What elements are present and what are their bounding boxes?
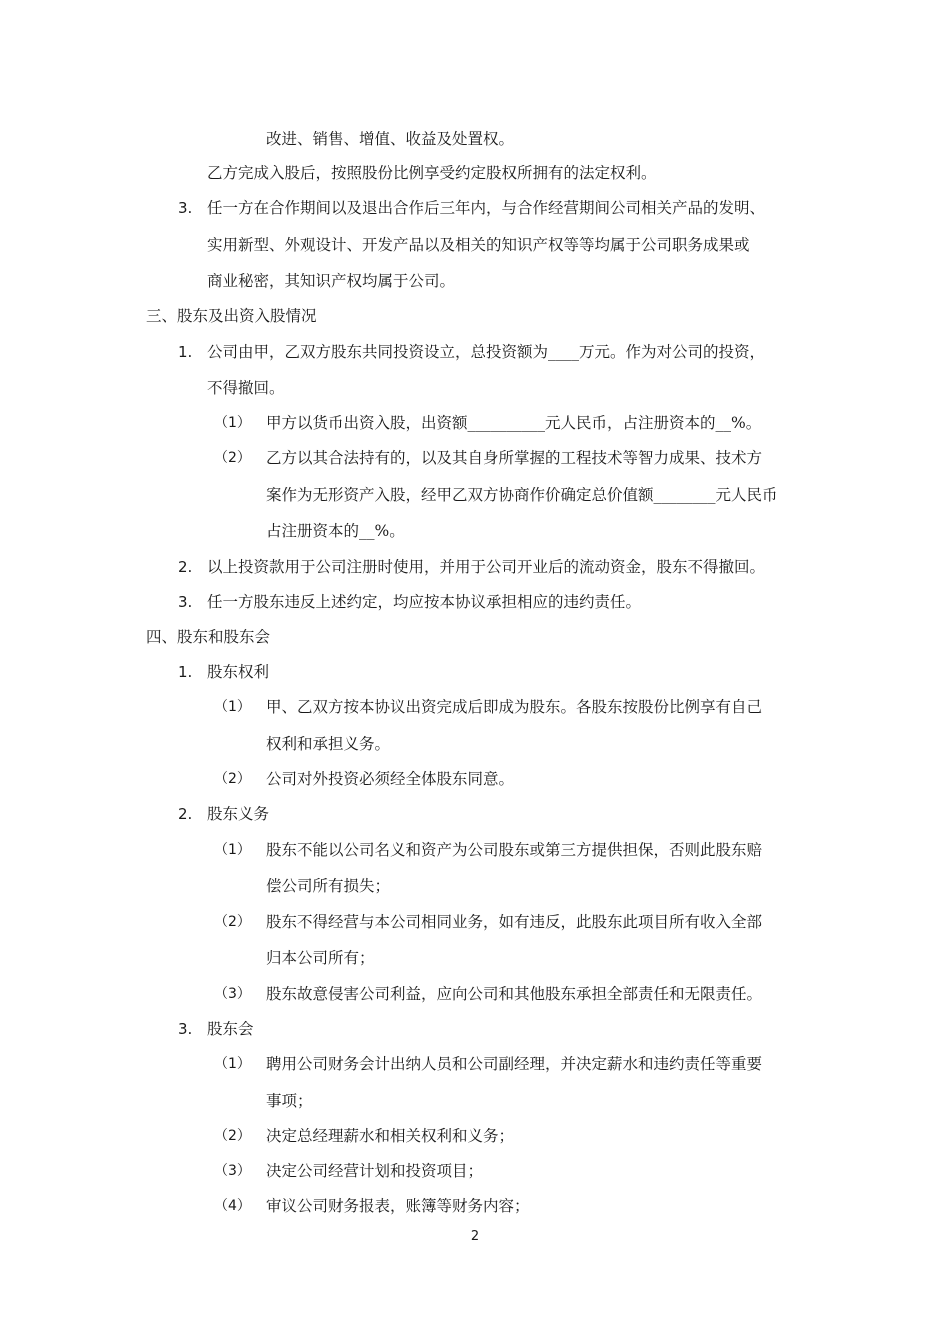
text-line: 股东会	[207, 1020, 254, 1038]
list-number: 3.	[178, 199, 193, 217]
text-line: 任一方股东违反上述约定，均应按本协议承担相应的违约责任。	[207, 593, 642, 611]
text-line: 股东义务	[207, 805, 270, 823]
sub-item-number: （2）	[214, 450, 251, 466]
page-number: 2	[470, 1229, 480, 1244]
list-number: 1.	[178, 663, 193, 681]
text-line: 甲方以货币出资入股，出资额__________元人民币，占注册资本的__%。	[266, 414, 762, 432]
sub-item-number: （1）	[214, 699, 251, 715]
sub-item-number: （1）	[214, 842, 251, 858]
text-line: 股东不能以公司名义和资产为公司股东或第三方提供担保，否则此股东赔	[266, 841, 763, 859]
text-line: 股东权利	[207, 663, 270, 681]
section-heading: 三、股东及出资入股情况	[146, 307, 317, 325]
list-number: 3.	[178, 593, 193, 611]
section-heading: 四、股东和股东会	[146, 628, 271, 646]
text-line: 偿公司所有损失；	[266, 877, 391, 895]
sub-item-number: （2）	[214, 1128, 251, 1144]
list-number: 2.	[178, 805, 193, 823]
text-line: 决定总经理薪水和相关权利和义务；	[266, 1127, 515, 1145]
text-line: 改进、销售、增值、收益及处置权。	[266, 130, 515, 148]
text-line: 任一方在合作期间以及退出合作后三年内，与合作经营期间公司相关产品的发明、	[207, 199, 766, 217]
text-line: 审议公司财务报表，账簿等财务内容；	[266, 1197, 530, 1215]
text-line: 实用新型、外观设计、开发产品以及相关的知识产权等等均属于公司职务成果或	[207, 236, 750, 254]
sub-item-number: （3）	[214, 986, 251, 1002]
sub-item-number: （2）	[214, 914, 251, 930]
sub-item-number: （1）	[214, 415, 251, 431]
sub-item-number: （2）	[214, 771, 251, 787]
text-line: 事项；	[266, 1092, 313, 1110]
text-line: 不得撤回。	[207, 379, 285, 397]
text-line: 公司对外投资必须经全体股东同意。	[266, 770, 515, 788]
text-line: 股东故意侵害公司利益，应向公司和其他股东承担全部责任和无限责任。	[266, 985, 763, 1003]
text-line: 占注册资本的__%。	[266, 522, 405, 540]
sub-item-number: （1）	[214, 1056, 251, 1072]
text-line: 乙方完成入股后，按照股份比例享受约定股权所拥有的法定权利。	[207, 164, 657, 182]
text-line: 甲、乙双方按本协议出资完成后即成为股东。各股东按股份比例享有自己	[266, 698, 763, 716]
text-line: 以上投资款用于公司注册时使用，并用于公司开业后的流动资金，股东不得撤回。	[207, 558, 766, 576]
list-number: 2.	[178, 558, 193, 576]
text-line: 乙方以其合法持有的，以及其自身所掌握的工程技术等智力成果、技术方	[266, 449, 763, 467]
sub-item-number: （4）	[214, 1198, 251, 1214]
sub-item-number: （3）	[214, 1163, 251, 1179]
text-line: 归本公司所有；	[266, 949, 375, 967]
text-line: 决定公司经营计划和投资项目；	[266, 1162, 484, 1180]
text-line: 公司由甲，乙双方股东共同投资设立，总投资额为____万元。作为对公司的投资，	[207, 343, 766, 361]
text-line: 商业秘密，其知识产权均属于公司。	[207, 272, 456, 290]
list-number: 1.	[178, 343, 193, 361]
text-line: 案作为无形资产入股，经甲乙双方协商作价确定总价值额________元人民币	[266, 486, 778, 504]
text-line: 股东不得经营与本公司相同业务，如有违反，此股东此项目所有收入全部	[266, 913, 763, 931]
text-line: 权利和承担义务。	[266, 735, 391, 753]
text-line: 聘用公司财务会计出纳人员和公司副经理，并决定薪水和违约责任等重要	[266, 1055, 763, 1073]
list-number: 3.	[178, 1020, 193, 1038]
